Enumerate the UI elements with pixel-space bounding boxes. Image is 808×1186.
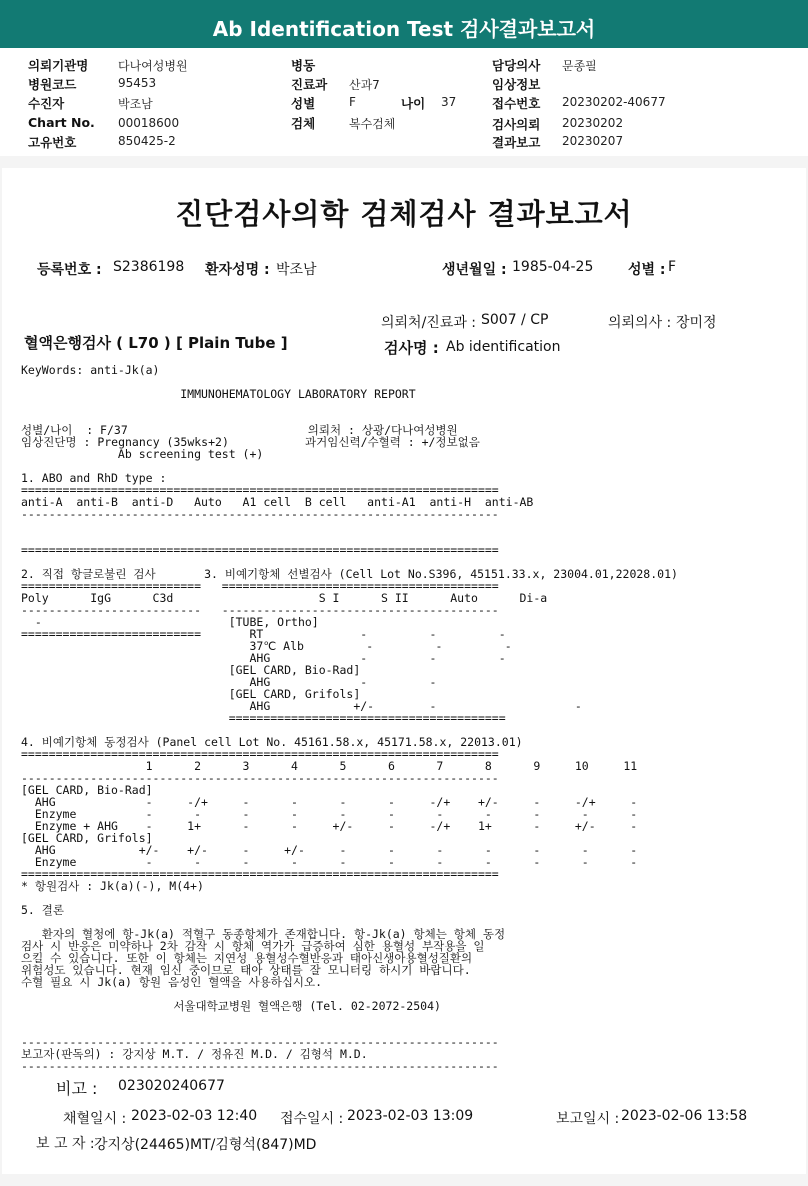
patient-name-value: 박조남 bbox=[276, 262, 317, 278]
report-line: 보고자(판독의) : 강지상 M.T. / 정유진 M.D. / 김형석 M.D. bbox=[21, 1047, 368, 1061]
report-banner bbox=[0, 0, 808, 48]
report-body-text bbox=[21, 364, 678, 1072]
dept-value: 산과7 bbox=[349, 78, 380, 92]
doctor-value: 문종필 bbox=[562, 59, 597, 73]
hospital-code-label: 병원코드 bbox=[28, 77, 77, 92]
age-value: 37 bbox=[441, 95, 457, 109]
sex-value: F bbox=[349, 95, 356, 109]
ward-label: 병동 bbox=[291, 58, 316, 73]
collect-time-label: 채혈일시 : bbox=[63, 1111, 127, 1127]
report-line: --------------------------------------------------------------------- bbox=[21, 771, 499, 785]
report-line: Enzyme - - - - - - - - - - - bbox=[21, 855, 638, 869]
report-line: AHG - - bbox=[21, 675, 437, 689]
reg-no-label: 등록번호 : bbox=[37, 262, 102, 278]
report-line: 으킬 수 있습니다. 또한 이 항체는 지연성 용혈성수혈반응과 태아신생아용혈성질환의 bbox=[21, 951, 473, 965]
chart-no-label: Chart No. bbox=[28, 115, 95, 130]
collect-time-value: 2023-02-03 12:40 bbox=[131, 1108, 258, 1124]
report-line: IMMUNOHEMATOLOGY LABORATORY REPORT bbox=[21, 387, 416, 401]
request-date-value: 20230202 bbox=[562, 116, 624, 130]
hospital-value: 다나여성병원 bbox=[118, 59, 188, 73]
receipt-no-label: 접수번호 bbox=[492, 96, 541, 111]
unique-no-label: 고유번호 bbox=[28, 135, 77, 150]
dob-value: 1985-04-25 bbox=[512, 259, 594, 275]
report-time-label: 보고일시 : bbox=[556, 1111, 620, 1127]
test-name-label: 검사명 : bbox=[384, 339, 439, 357]
specimen-value: 복수검체 bbox=[349, 117, 396, 131]
request-date-label: 검사의뢰 bbox=[492, 117, 541, 132]
chart-no-value: 00018600 bbox=[118, 116, 180, 130]
report-line: Enzyme - - - - - - - - - - - bbox=[21, 807, 638, 821]
report-line: [GEL CARD, Bio-Rad] bbox=[21, 783, 153, 797]
receive-time-label: 접수일시 : bbox=[280, 1111, 344, 1127]
report-line: anti-A anti-B anti-D Auto A1 cell B cell anti-A1 anti-H anti-AB bbox=[21, 495, 534, 509]
report-line: Ab screening test (+) bbox=[21, 447, 264, 461]
note-value: 023020240677 bbox=[118, 1078, 225, 1094]
patient-value: 박조남 bbox=[118, 97, 153, 111]
report-time-value: 2023-02-06 13:58 bbox=[621, 1108, 748, 1124]
patient-label: 수진자 bbox=[28, 96, 65, 111]
report-line: ========================== ======================================== bbox=[21, 579, 499, 593]
request-dept-value: S007 / CP bbox=[481, 312, 549, 328]
report-line: KeyWords: anti-Jk(a) bbox=[21, 363, 160, 377]
receive-time-value: 2023-02-03 13:09 bbox=[347, 1108, 474, 1124]
report-line: AHG - - - bbox=[21, 651, 506, 665]
request-header bbox=[0, 48, 808, 156]
report-line: * 항원검사 : Jk(a)(-), M(4+) bbox=[21, 879, 204, 893]
report-line bbox=[21, 400, 678, 412]
report-line: ===================================================================== bbox=[21, 543, 499, 557]
report-line: ===================================================================== bbox=[21, 747, 499, 761]
request-dept-label: 의뢰처/진료과 : bbox=[381, 315, 477, 331]
section-title: 혈액은행검사 ( L70 ) [ Plain Tube ] bbox=[24, 334, 288, 352]
report-line bbox=[21, 520, 678, 532]
report-line: --------------------------------------------------------------------- bbox=[21, 1059, 499, 1073]
report-line: 2. 직접 항글로불린 검사 3. 비예기항체 선별검사 (Cell Lot No.S396, 45151.33.x, 23004.01,22028.01) bbox=[21, 567, 678, 581]
report-line: --------------------------------------------------------------------- bbox=[21, 1035, 499, 1049]
sex-label: 성별 bbox=[291, 96, 316, 111]
request-doctor-value: 장미정 bbox=[676, 315, 717, 331]
patient-name-label: 환자성명 : bbox=[205, 262, 270, 278]
doctor-label: 담당의사 bbox=[492, 58, 541, 73]
result-date-label: 결과보고 bbox=[492, 135, 541, 150]
receipt-no-value: 20230202-40677 bbox=[562, 95, 666, 109]
banner-title: Ab Identification Test 검사결과보고서 bbox=[212, 17, 596, 41]
report-line: 수혈 필요 시 Jk(a) 항원 음성인 혈액을 사용하십시오. bbox=[21, 975, 323, 989]
dept-label: 진료과 bbox=[291, 77, 328, 92]
report-line: 1. ABO and RhD type : bbox=[21, 471, 167, 485]
report-line: [GEL CARD, Bio-Rad] bbox=[21, 663, 361, 677]
age-label: 나이 bbox=[401, 96, 426, 111]
test-name-value: Ab identification bbox=[446, 339, 561, 355]
report-line: 37℃ Alb - - - bbox=[21, 639, 512, 653]
report-line: 임상진단명 : Pregnancy (35wks+2) 과거임신력/수혈력 : +/정보없음 bbox=[21, 435, 480, 449]
report-line: AHG +/- +/- - +/- - - - - - - - bbox=[21, 843, 638, 857]
dob-label: 생년월일 : bbox=[442, 262, 507, 278]
report-line bbox=[21, 1012, 678, 1024]
specimen-label: 검체 bbox=[291, 116, 316, 131]
report-line: 4. 비예기항체 동정검사 (Panel cell Lot No. 45161.58.x, 45171.58.x, 22013.01) bbox=[21, 735, 523, 749]
report-line: 위험성도 있습니다. 현재 임신 중이므로 태아 상태를 잘 모니터링 하시기 바랍니다. bbox=[21, 963, 471, 977]
report-line: ===================================================================== bbox=[21, 483, 499, 497]
report-line bbox=[21, 892, 678, 904]
report-line: 1 2 3 4 5 6 7 8 9 10 11 bbox=[21, 759, 638, 773]
clinical-info-label: 임상정보 bbox=[492, 77, 541, 92]
report-line: AHG +/- - - bbox=[21, 699, 582, 713]
report-line: Enzyme + AHG - 1+ - - +/- - -/+ 1+ - +/- - bbox=[21, 819, 638, 833]
report-line: 검사 시 반응은 미약하나 2차 감작 시 항체 역가가 급증하여 심한 용혈성 부작용을 일 bbox=[21, 939, 485, 953]
report-line: 서울대학교병원 혈액은행 (Tel. 02-2072-2504) bbox=[21, 999, 441, 1013]
report-line: - [TUBE, Ortho] bbox=[21, 615, 319, 629]
reg-no-value: S2386198 bbox=[113, 259, 185, 275]
reporter-label: 보 고 자 : bbox=[36, 1136, 95, 1152]
report-line: 5. 결론 bbox=[21, 903, 64, 917]
report-line: Poly IgG C3d S I S II Auto Di-a bbox=[21, 591, 548, 605]
report-line: [GEL CARD, Grifols] bbox=[21, 831, 153, 845]
report-sex-value: F bbox=[668, 259, 677, 275]
request-doctor-label: 의뢰의사 : bbox=[608, 315, 672, 331]
result-date-value: 20230207 bbox=[562, 134, 624, 148]
hospital-code-value: 95453 bbox=[118, 76, 157, 90]
report-line: ======================================== bbox=[21, 711, 506, 725]
report-line: 성별/나이 : F/37 의뢰처 : 상광/다나여성병원 bbox=[21, 423, 458, 437]
report-title: 진단검사의학 검체검사 결과보고서 bbox=[175, 197, 633, 231]
report-line: [GEL CARD, Grifols] bbox=[21, 687, 361, 701]
report-line: --------------------------------------------------------------------- bbox=[21, 507, 499, 521]
report-line: -------------------------- ---------------------------------------- bbox=[21, 603, 499, 617]
report-line: ========================== RT - - - bbox=[21, 627, 506, 641]
report-sex-label: 성별 : bbox=[628, 262, 666, 278]
unique-no-value: 850425-2 bbox=[118, 134, 176, 148]
hospital-label: 의뢰기관명 bbox=[28, 58, 89, 73]
report-line: AHG - -/+ - - - - -/+ +/- - -/+ - bbox=[21, 795, 638, 809]
report-line: 환자의 혈청에 항-Jk(a) 적혈구 동종항체가 존재합니다. 항-Jk(a) 항체는 항체 동정 bbox=[21, 927, 506, 941]
note-label: 비고 : bbox=[56, 1079, 98, 1098]
reporter-value: 강지상(24465)MT/김형석(847)MD bbox=[94, 1137, 317, 1153]
report-line: ===================================================================== bbox=[21, 867, 499, 881]
